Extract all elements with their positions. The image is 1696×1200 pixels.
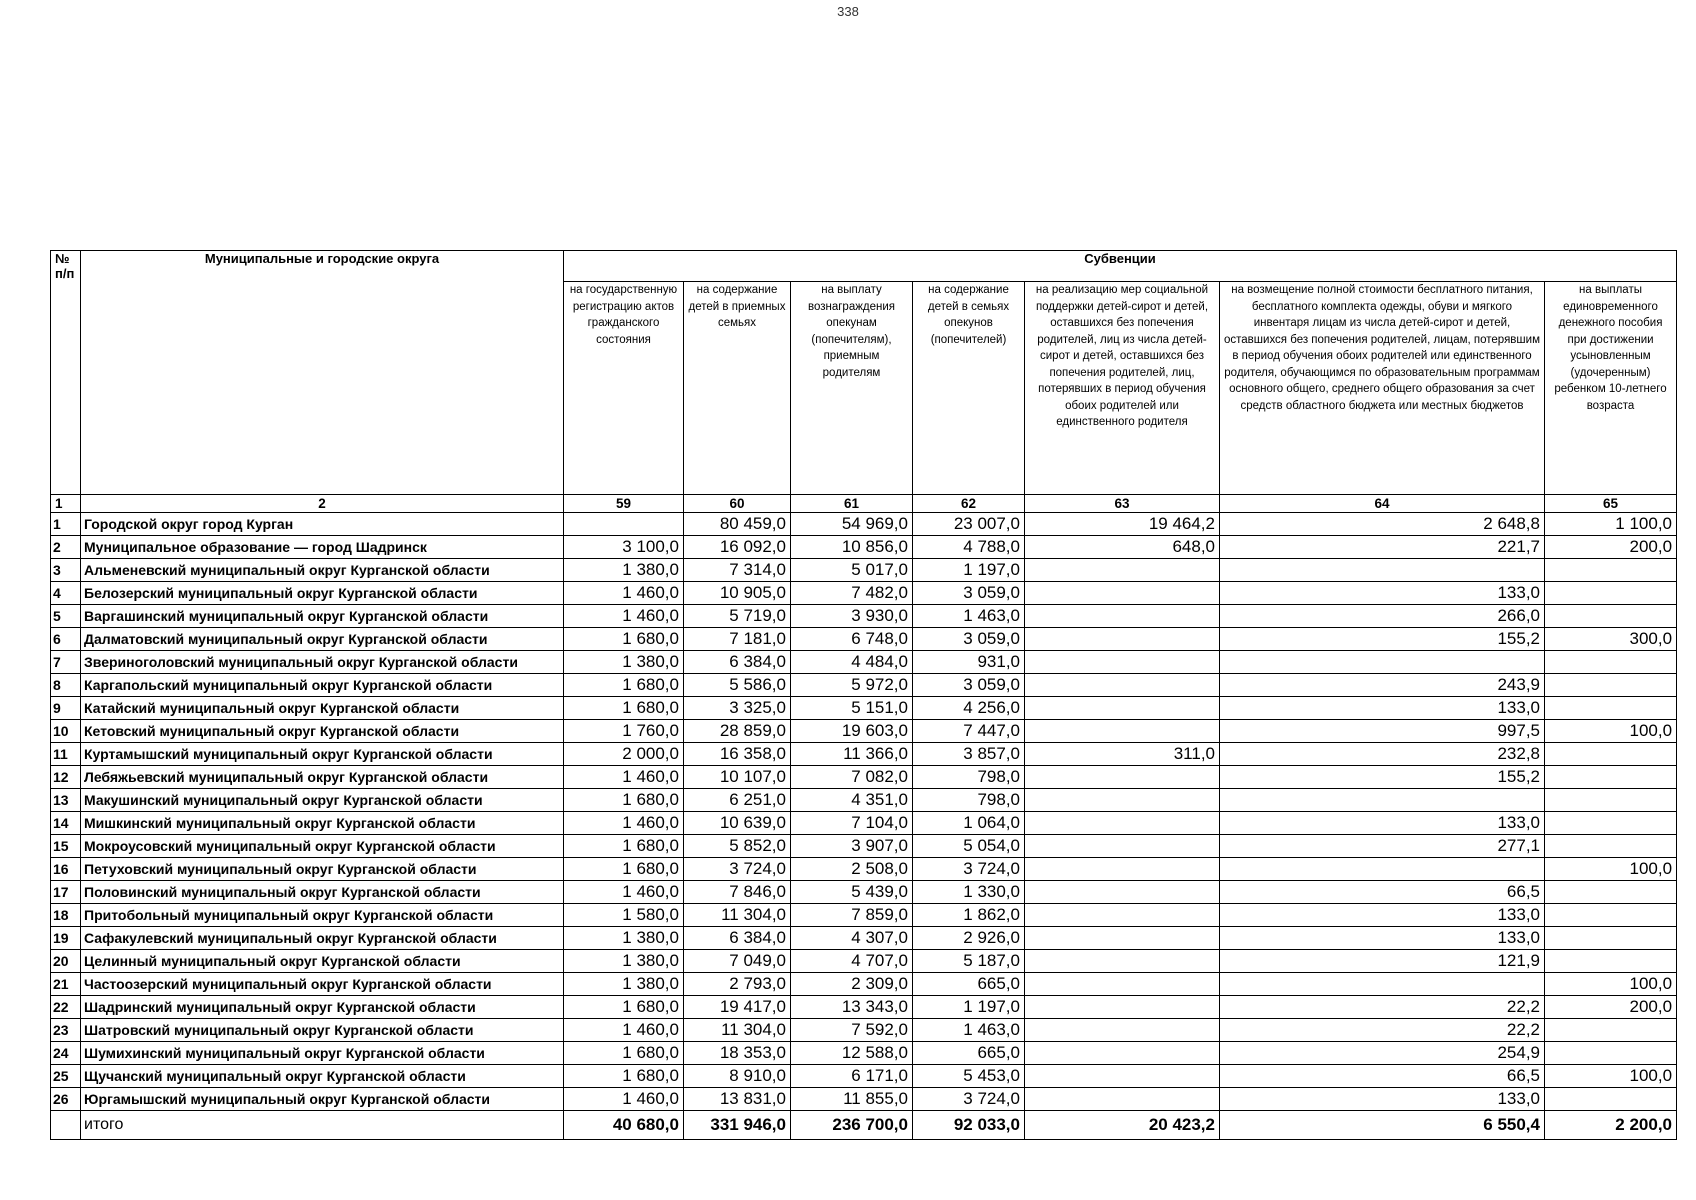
col-desc-60: на содержание детей в приемных семьях xyxy=(684,282,791,495)
value-cell: 1 680,0 xyxy=(564,835,684,858)
table-row xyxy=(51,996,1677,1019)
col-index-64: 64 xyxy=(1220,495,1545,513)
row-number: 24 xyxy=(51,1042,81,1065)
value-cell: 10 107,0 xyxy=(684,766,791,789)
value-cell: 7 104,0 xyxy=(791,812,913,835)
value-cell xyxy=(1025,628,1220,651)
district-name: Мокроусовский муниципальный округ Курганской области xyxy=(81,835,564,858)
value-cell: 100,0 xyxy=(1545,720,1677,743)
value-cell: 16 092,0 xyxy=(684,536,791,559)
value-cell xyxy=(1025,1019,1220,1042)
table-row xyxy=(51,1088,1677,1111)
value-cell: 66,5 xyxy=(1220,881,1545,904)
table-row xyxy=(51,582,1677,605)
total-value: 236 700,0 xyxy=(791,1111,913,1140)
col-desc-65: на выплаты единовременного денежного пособия при достижении усыновленным (удочеренным) ребенком 10-летнего возраста xyxy=(1545,282,1677,495)
total-value: 20 423,2 xyxy=(1025,1111,1220,1140)
value-cell: 3 930,0 xyxy=(791,605,913,628)
value-cell xyxy=(1545,950,1677,973)
value-cell: 300,0 xyxy=(1545,628,1677,651)
value-cell: 1 680,0 xyxy=(564,1065,684,1088)
value-cell: 7 049,0 xyxy=(684,950,791,973)
row-number: 16 xyxy=(51,858,81,881)
value-cell: 133,0 xyxy=(1220,697,1545,720)
value-cell: 4 707,0 xyxy=(791,950,913,973)
value-cell: 1 680,0 xyxy=(564,697,684,720)
value-cell: 1 330,0 xyxy=(913,881,1025,904)
value-cell: 1 680,0 xyxy=(564,858,684,881)
total-value: 6 550,4 xyxy=(1220,1111,1545,1140)
value-cell xyxy=(564,513,684,536)
total-value: 2 200,0 xyxy=(1545,1111,1677,1140)
value-cell: 3 059,0 xyxy=(913,582,1025,605)
district-name: Макушинский муниципальный округ Курганской области xyxy=(81,789,564,812)
value-cell: 665,0 xyxy=(913,1042,1025,1065)
district-name: Каргапольский муниципальный округ Курганской области xyxy=(81,674,564,697)
value-cell: 7 592,0 xyxy=(791,1019,913,1042)
value-cell: 1 380,0 xyxy=(564,927,684,950)
value-cell: 23 007,0 xyxy=(913,513,1025,536)
value-cell: 1 460,0 xyxy=(564,605,684,628)
value-cell: 100,0 xyxy=(1545,973,1677,996)
value-cell: 7 314,0 xyxy=(684,559,791,582)
row-number: 5 xyxy=(51,605,81,628)
value-cell: 1 463,0 xyxy=(913,1019,1025,1042)
value-cell xyxy=(1025,651,1220,674)
value-cell xyxy=(1220,858,1545,881)
value-cell: 1 460,0 xyxy=(564,1088,684,1111)
row-number: 9 xyxy=(51,697,81,720)
value-cell: 2 309,0 xyxy=(791,973,913,996)
value-cell: 12 588,0 xyxy=(791,1042,913,1065)
value-cell: 7 859,0 xyxy=(791,904,913,927)
value-cell: 1 197,0 xyxy=(913,559,1025,582)
value-cell: 200,0 xyxy=(1545,996,1677,1019)
value-cell: 648,0 xyxy=(1025,536,1220,559)
row-number: 10 xyxy=(51,720,81,743)
table-row xyxy=(51,536,1677,559)
row-number: 22 xyxy=(51,996,81,1019)
district-name: Лебяжьевский муниципальный округ Курганской области xyxy=(81,766,564,789)
value-cell: 11 304,0 xyxy=(684,1019,791,1042)
value-cell: 6 384,0 xyxy=(684,927,791,950)
value-cell xyxy=(1545,881,1677,904)
total-label: итого xyxy=(81,1111,564,1140)
value-cell: 1 380,0 xyxy=(564,651,684,674)
district-name: Далматовский муниципальный округ Курганской области xyxy=(81,628,564,651)
value-cell: 100,0 xyxy=(1545,1065,1677,1088)
value-cell: 1 380,0 xyxy=(564,559,684,582)
col-desc-59: на государственную регистрацию актов гражданского состояния xyxy=(564,282,684,495)
value-cell: 243,9 xyxy=(1220,674,1545,697)
value-cell xyxy=(1025,881,1220,904)
row-number: 23 xyxy=(51,1019,81,1042)
district-name: Белозерский муниципальный округ Курганской области xyxy=(81,582,564,605)
value-cell xyxy=(1025,996,1220,1019)
value-cell: 7 447,0 xyxy=(913,720,1025,743)
table-body xyxy=(51,513,1677,1111)
col-index-59: 59 xyxy=(564,495,684,513)
value-cell: 54 969,0 xyxy=(791,513,913,536)
district-name: Альменевский муниципальный округ Курганской области xyxy=(81,559,564,582)
col-index-65: 65 xyxy=(1545,495,1677,513)
value-cell: 133,0 xyxy=(1220,1088,1545,1111)
value-cell: 22,2 xyxy=(1220,1019,1545,1042)
value-cell: 4 256,0 xyxy=(913,697,1025,720)
col-number-header: № п/п xyxy=(51,251,81,495)
value-cell xyxy=(1545,904,1677,927)
value-cell: 997,5 xyxy=(1220,720,1545,743)
col-desc-63: на реализацию мер социальной поддержки детей-сирот и детей, оставшихся без попечения родителей, лиц из числа детей-сирот и детей, оставшихся без попечения родителей, лиц, потерявших в период обучения обоих родителей или единственного родителя xyxy=(1025,282,1220,495)
row-number: 15 xyxy=(51,835,81,858)
subventions-group-header: Субвенции xyxy=(564,251,1677,282)
row-number: 19 xyxy=(51,927,81,950)
row-number: 11 xyxy=(51,743,81,766)
district-name: Мишкинский муниципальный округ Курганской области xyxy=(81,812,564,835)
value-cell: 3 325,0 xyxy=(684,697,791,720)
district-name: Городской округ город Курган xyxy=(81,513,564,536)
table-row xyxy=(51,1065,1677,1088)
value-cell: 11 366,0 xyxy=(791,743,913,766)
col-index-60: 60 xyxy=(684,495,791,513)
value-cell xyxy=(1545,766,1677,789)
value-cell xyxy=(1025,720,1220,743)
value-cell xyxy=(1025,927,1220,950)
value-cell: 10 639,0 xyxy=(684,812,791,835)
row-number: 20 xyxy=(51,950,81,973)
col-desc-64: на возмещение полной стоимости бесплатного питания, бесплатного комплекта одежды, обуви и мягкого инвентаря лицам из числа детей-сирот и детей, оставшихся без попечения родителей, лицам, потерявшим в период обучения обоих родителей или единственного родителя, обучающимся по образовательным программам основного общего, среднего общего образования за счет средств областного бюджета или местных бюджетов xyxy=(1220,282,1545,495)
value-cell xyxy=(1220,651,1545,674)
value-cell xyxy=(1220,789,1545,812)
value-cell: 22,2 xyxy=(1220,996,1545,1019)
value-cell: 3 059,0 xyxy=(913,674,1025,697)
row-number: 13 xyxy=(51,789,81,812)
value-cell: 2 793,0 xyxy=(684,973,791,996)
row-number: 4 xyxy=(51,582,81,605)
value-cell: 277,1 xyxy=(1220,835,1545,858)
table-row xyxy=(51,904,1677,927)
district-name: Частоозерский муниципальный округ Курганской области xyxy=(81,973,564,996)
value-cell xyxy=(1025,789,1220,812)
value-cell: 7 846,0 xyxy=(684,881,791,904)
value-cell xyxy=(1025,904,1220,927)
value-cell: 5 852,0 xyxy=(684,835,791,858)
value-cell xyxy=(1025,674,1220,697)
value-cell: 1 100,0 xyxy=(1545,513,1677,536)
table-row xyxy=(51,766,1677,789)
value-cell: 232,8 xyxy=(1220,743,1545,766)
value-cell xyxy=(1025,697,1220,720)
district-name: Половинский муниципальный округ Курганской области xyxy=(81,881,564,904)
value-cell: 1 680,0 xyxy=(564,996,684,1019)
value-cell xyxy=(1025,582,1220,605)
value-cell: 1 064,0 xyxy=(913,812,1025,835)
district-name: Шатровский муниципальный округ Курганской области xyxy=(81,1019,564,1042)
value-cell: 1 680,0 xyxy=(564,1042,684,1065)
value-cell: 266,0 xyxy=(1220,605,1545,628)
value-cell xyxy=(1025,835,1220,858)
value-cell xyxy=(1545,605,1677,628)
subventions-table xyxy=(50,250,1677,1140)
value-cell xyxy=(1025,1065,1220,1088)
table-row xyxy=(51,881,1677,904)
value-cell: 155,2 xyxy=(1220,628,1545,651)
value-cell: 1 380,0 xyxy=(564,950,684,973)
value-cell xyxy=(1545,835,1677,858)
row-number: 6 xyxy=(51,628,81,651)
value-cell: 7 181,0 xyxy=(684,628,791,651)
table-row xyxy=(51,950,1677,973)
value-cell: 5 054,0 xyxy=(913,835,1025,858)
value-cell: 254,9 xyxy=(1220,1042,1545,1065)
value-cell: 1 760,0 xyxy=(564,720,684,743)
district-name: Кетовский муниципальный округ Курганской области xyxy=(81,720,564,743)
value-cell: 1 197,0 xyxy=(913,996,1025,1019)
value-cell: 5 972,0 xyxy=(791,674,913,697)
value-cell xyxy=(1545,812,1677,835)
value-cell: 311,0 xyxy=(1025,743,1220,766)
table-row xyxy=(51,513,1677,536)
col-index-62: 62 xyxy=(913,495,1025,513)
value-cell: 13 343,0 xyxy=(791,996,913,1019)
total-value: 40 680,0 xyxy=(564,1111,684,1140)
value-cell: 2 648,8 xyxy=(1220,513,1545,536)
value-cell: 19 417,0 xyxy=(684,996,791,1019)
value-cell xyxy=(1025,766,1220,789)
table-row xyxy=(51,628,1677,651)
value-cell xyxy=(1545,1042,1677,1065)
value-cell xyxy=(1025,1088,1220,1111)
value-cell: 1 580,0 xyxy=(564,904,684,927)
value-cell: 3 857,0 xyxy=(913,743,1025,766)
total-row xyxy=(51,1111,1677,1140)
col-index-61: 61 xyxy=(791,495,913,513)
value-cell: 5 453,0 xyxy=(913,1065,1025,1088)
table-row xyxy=(51,605,1677,628)
value-cell: 6 251,0 xyxy=(684,789,791,812)
district-name: Варгашинский муниципальный округ Курганской области xyxy=(81,605,564,628)
row-number: 3 xyxy=(51,559,81,582)
value-cell: 18 353,0 xyxy=(684,1042,791,1065)
value-cell xyxy=(1545,651,1677,674)
table-row xyxy=(51,1042,1677,1065)
value-cell: 3 724,0 xyxy=(913,1088,1025,1111)
value-cell xyxy=(1025,858,1220,881)
table-row xyxy=(51,720,1677,743)
value-cell xyxy=(1220,559,1545,582)
col-index-63: 63 xyxy=(1025,495,1220,513)
district-name: Щучанский муниципальный округ Курганской области xyxy=(81,1065,564,1088)
value-cell: 11 855,0 xyxy=(791,1088,913,1111)
value-cell: 19 464,2 xyxy=(1025,513,1220,536)
value-cell: 4 484,0 xyxy=(791,651,913,674)
value-cell xyxy=(1025,559,1220,582)
column-index-row xyxy=(51,495,1677,513)
district-name: Петуховский муниципальный округ Курганской области xyxy=(81,858,564,881)
value-cell xyxy=(1545,674,1677,697)
value-cell: 3 059,0 xyxy=(913,628,1025,651)
value-cell: 155,2 xyxy=(1220,766,1545,789)
total-number xyxy=(51,1111,81,1140)
table-total xyxy=(51,1111,1677,1140)
row-number: 12 xyxy=(51,766,81,789)
value-cell: 19 603,0 xyxy=(791,720,913,743)
value-cell: 133,0 xyxy=(1220,904,1545,927)
value-cell: 7 482,0 xyxy=(791,582,913,605)
table-row xyxy=(51,858,1677,881)
value-cell: 133,0 xyxy=(1220,582,1545,605)
value-cell: 5 439,0 xyxy=(791,881,913,904)
table-row xyxy=(51,789,1677,812)
value-cell: 6 748,0 xyxy=(791,628,913,651)
value-cell xyxy=(1025,1042,1220,1065)
row-number: 25 xyxy=(51,1065,81,1088)
value-cell: 1 680,0 xyxy=(564,674,684,697)
table-row xyxy=(51,927,1677,950)
value-cell: 2 508,0 xyxy=(791,858,913,881)
table-row xyxy=(51,835,1677,858)
table-row xyxy=(51,674,1677,697)
value-cell: 1 460,0 xyxy=(564,812,684,835)
district-name: Шумихинский муниципальный округ Курганской области xyxy=(81,1042,564,1065)
col-index-2: 2 xyxy=(81,495,564,513)
value-cell: 133,0 xyxy=(1220,812,1545,835)
table-row xyxy=(51,651,1677,674)
value-cell: 121,9 xyxy=(1220,950,1545,973)
value-cell: 3 100,0 xyxy=(564,536,684,559)
table-row xyxy=(51,973,1677,996)
row-number: 17 xyxy=(51,881,81,904)
value-cell: 8 910,0 xyxy=(684,1065,791,1088)
district-name: Муниципальное образование — город Шадринск xyxy=(81,536,564,559)
value-cell xyxy=(1025,950,1220,973)
value-cell: 931,0 xyxy=(913,651,1025,674)
value-cell: 2 000,0 xyxy=(564,743,684,766)
value-cell: 1 862,0 xyxy=(913,904,1025,927)
value-cell: 4 788,0 xyxy=(913,536,1025,559)
value-cell: 5 187,0 xyxy=(913,950,1025,973)
value-cell: 10 905,0 xyxy=(684,582,791,605)
value-cell xyxy=(1545,927,1677,950)
value-cell: 798,0 xyxy=(913,789,1025,812)
district-name: Целинный муниципальный округ Курганской области xyxy=(81,950,564,973)
value-cell: 221,7 xyxy=(1220,536,1545,559)
value-cell: 798,0 xyxy=(913,766,1025,789)
total-value: 331 946,0 xyxy=(684,1111,791,1140)
value-cell: 2 926,0 xyxy=(913,927,1025,950)
row-number: 26 xyxy=(51,1088,81,1111)
row-number: 2 xyxy=(51,536,81,559)
value-cell xyxy=(1545,697,1677,720)
value-cell: 3 724,0 xyxy=(913,858,1025,881)
value-cell: 665,0 xyxy=(913,973,1025,996)
value-cell: 1 463,0 xyxy=(913,605,1025,628)
district-name: Звериноголовский муниципальный округ Курганской области xyxy=(81,651,564,674)
value-cell xyxy=(1025,973,1220,996)
value-cell: 5 719,0 xyxy=(684,605,791,628)
value-cell: 10 856,0 xyxy=(791,536,913,559)
value-cell: 28 859,0 xyxy=(684,720,791,743)
value-cell: 16 358,0 xyxy=(684,743,791,766)
value-cell: 4 351,0 xyxy=(791,789,913,812)
value-cell: 200,0 xyxy=(1545,536,1677,559)
district-name: Притобольный муниципальный округ Курганской области xyxy=(81,904,564,927)
value-cell xyxy=(1545,743,1677,766)
value-cell xyxy=(1545,1019,1677,1042)
col-desc-62: на содержание детей в семьях опекунов (попечителей) xyxy=(913,282,1025,495)
value-cell: 11 304,0 xyxy=(684,904,791,927)
page-number: 338 xyxy=(837,4,859,19)
col-name-header: Муниципальные и городские округа xyxy=(81,251,564,495)
district-name: Шадринский муниципальный округ Курганской области xyxy=(81,996,564,1019)
value-cell: 7 082,0 xyxy=(791,766,913,789)
value-cell xyxy=(1545,582,1677,605)
table-row xyxy=(51,697,1677,720)
value-cell xyxy=(1545,789,1677,812)
total-value: 92 033,0 xyxy=(913,1111,1025,1140)
row-number: 8 xyxy=(51,674,81,697)
col-index-1: 1 xyxy=(51,495,81,513)
value-cell: 1 380,0 xyxy=(564,973,684,996)
row-number: 21 xyxy=(51,973,81,996)
value-cell: 1 460,0 xyxy=(564,1019,684,1042)
value-cell: 1 460,0 xyxy=(564,766,684,789)
value-cell: 1 680,0 xyxy=(564,628,684,651)
value-cell: 13 831,0 xyxy=(684,1088,791,1111)
value-cell xyxy=(1025,605,1220,628)
value-cell: 133,0 xyxy=(1220,927,1545,950)
row-number: 7 xyxy=(51,651,81,674)
row-number: 18 xyxy=(51,904,81,927)
value-cell: 3 907,0 xyxy=(791,835,913,858)
value-cell: 5 151,0 xyxy=(791,697,913,720)
table-row xyxy=(51,1019,1677,1042)
value-cell xyxy=(1545,1088,1677,1111)
row-number: 14 xyxy=(51,812,81,835)
value-cell: 5 586,0 xyxy=(684,674,791,697)
district-name: Юргамышский муниципальный округ Курганской области xyxy=(81,1088,564,1111)
value-cell: 6 384,0 xyxy=(684,651,791,674)
value-cell: 66,5 xyxy=(1220,1065,1545,1088)
value-cell: 4 307,0 xyxy=(791,927,913,950)
value-cell: 1 460,0 xyxy=(564,582,684,605)
value-cell: 6 171,0 xyxy=(791,1065,913,1088)
district-name: Сафакулевский муниципальный округ Курганской области xyxy=(81,927,564,950)
table-row xyxy=(51,559,1677,582)
district-name: Куртамышский муниципальный округ Курганской области xyxy=(81,743,564,766)
col-desc-61: на выплату вознаграждения опекунам (попечителям), приемным родителям xyxy=(791,282,913,495)
table-row xyxy=(51,743,1677,766)
value-cell: 80 459,0 xyxy=(684,513,791,536)
value-cell: 5 017,0 xyxy=(791,559,913,582)
value-cell: 1 460,0 xyxy=(564,881,684,904)
value-cell: 100,0 xyxy=(1545,858,1677,881)
value-cell: 1 680,0 xyxy=(564,789,684,812)
row-number: 1 xyxy=(51,513,81,536)
value-cell xyxy=(1220,973,1545,996)
district-name: Катайский муниципальный округ Курганской области xyxy=(81,697,564,720)
value-cell: 3 724,0 xyxy=(684,858,791,881)
table-row xyxy=(51,812,1677,835)
value-cell xyxy=(1545,559,1677,582)
value-cell xyxy=(1025,812,1220,835)
